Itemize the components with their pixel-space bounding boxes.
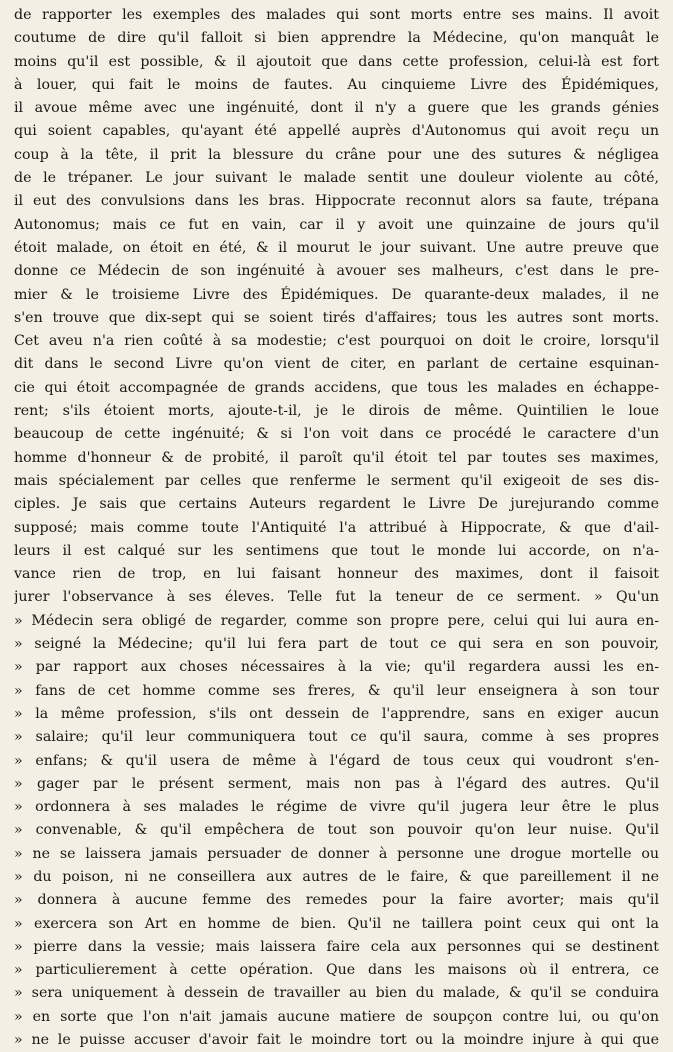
text-line: » seigné la Médecine; qu'il lui fera part de tout ce qui sera en son pouvoir, <box>14 636 659 653</box>
text-line: de rapporter les exemples des malades qui sont morts entre ses mains. Il avoit <box>14 7 659 23</box>
text-line: il eut des convulsions dans les bras. Hippocrate reconnut alors sa faute, trépana <box>14 193 659 210</box>
text-line: » fans de cet homme comme ses freres, & qu'il leur enseignera à son tour <box>14 682 659 699</box>
text-line: à louer, qui fait le moins de fautes. Au cinquieme Livre des Épidémiques, <box>14 76 659 93</box>
text-line: » sera uniquement à dessein de travailler au bien du malade, & qu'il se conduira <box>14 985 659 1002</box>
text-line: » la même profession, s'ils ont dessein de l'apprendre, sans en exiger aucun <box>14 705 659 722</box>
text-line: vance rien de trop, en lui faisant honneur des maximes, dont il faisoit <box>14 566 659 583</box>
text-line: » enfans; & qu'il usera de même à l'égard de tous ceux qui voudront s'en- <box>14 752 659 769</box>
text-line: Autonomus; mais ce fut en vain, car il y avoit une quinzaine de jours qu'il <box>14 216 659 233</box>
text-line: mier & le troisieme Livre des Épidémiques. De quarante-deux malades, il ne <box>14 286 659 303</box>
text-line: ciples. Je sais que certains Auteurs regardent le Livre De jurejurando comme <box>14 496 659 513</box>
text-line: dit dans le second Livre qu'on vient de citer, en parlant de certaine esquinan- <box>14 356 659 373</box>
text-line: » du poison, ni ne conseillera aux autres de le faire, & que pareillement il ne <box>14 868 659 885</box>
text-body <box>14 4 659 1052</box>
text-line: » convenable, & qu'il empêchera de tout son pouvoir qu'on leur nuise. Qu'il <box>14 822 659 839</box>
text-line: » donnera à aucune femme des remedes pour la faire avorter; mais qu'il <box>14 892 659 909</box>
text-line: il avoue même avec une ingénuité, dont il n'y a guere que les grands génies <box>14 100 659 117</box>
text-line: » en sorte que l'on n'ait jamais aucune matiere de soupçon contre lui, ou qu'on <box>14 1008 659 1025</box>
text-line: coup à la tête, il prit la blessure du crâne pour une des sutures & négligea <box>14 146 659 163</box>
text-line: jurer l'observance à ses éleves. Telle fut la teneur de ce serment. » Qu'un <box>14 589 659 606</box>
text-line: supposé; mais comme toute l'Antiquité l'a attribué à Hippocrate, & que d'ail- <box>14 519 659 536</box>
text-line: étoit malade, on étoit en été, & il mourut le jour suivant. Une autre preuve que <box>14 239 659 256</box>
text-line: » ordonnera à ses malades le régime de vivre qu'il jugera leur être le plus <box>14 799 659 816</box>
text-line: » exercera son Art en homme de bien. Qu'il ne taillera point ceux qui ont la <box>14 915 659 932</box>
text-line: » pierre dans la vessie; mais laissera faire cela aux personnes qui se destinent <box>14 938 659 955</box>
text-line: coutume de dire qu'il falloit si bien apprendre la Médecine, qu'on manquât le <box>14 30 659 47</box>
text-line: Cet aveu n'a rien coûté à sa modestie; c'est pourquoi on doit le croire, lorsqu'il <box>14 333 659 350</box>
text-line: de le trépaner. Le jour suivant le malade sentit une douleur violente au côté, <box>14 170 659 187</box>
text-line: » ne se laissera jamais persuader de donner à personne une drogue mortelle ou <box>14 845 659 862</box>
text-line: » par rapport aux choses nécessaires à la vie; qu'il regardera aussi les en- <box>14 659 659 676</box>
text-line: s'en trouve que dix-sept qui se soient tirés d'affaires; tous les autres sont morts. <box>14 309 659 326</box>
text-line: cie qui étoit accompagnée de grands accidens, que tous les malades en échappe- <box>14 379 659 396</box>
text-line: moins qu'il est possible, & il ajoutoit que dans cette profession, celui-là est fort <box>14 53 659 70</box>
text-line: donne ce Médecin de son ingénuité à avouer ses malheurs, c'est dans le pre- <box>14 263 659 280</box>
text-line: qui soient capables, qu'ayant été appellé auprès d'Autonomus qui avoit reçu un <box>14 123 659 140</box>
text-line: rent; s'ils étoient morts, ajoute-t-il, je le dirois de même. Quintilien le loue <box>14 403 659 420</box>
text-line: beaucoup de cette ingénuité; & si l'on voit dans ce procédé le caractere d'un <box>14 426 659 443</box>
text-line: leurs il est calqué sur les sentimens que tout le monde lui accorde, on n'a- <box>14 542 659 559</box>
text-line: » gager par le présent serment, mais non pas à l'égard des autres. Qu'il <box>14 775 659 792</box>
text-line: » salaire; qu'il leur communiquera tout ce qu'il saura, comme à ses propres <box>14 729 659 746</box>
text-line: » particulierement à cette opération. Que dans les maisons où il entrera, ce <box>14 962 659 979</box>
text-line: mais spécialement par celles que renferme le serment qu'il exigeoit de ses dis- <box>14 472 659 489</box>
text-line: » Médecin sera obligé de regarder, comme son propre pere, celui qui lui aura en- <box>14 612 659 629</box>
text-line: » ne le puisse accuser d'avoir fait le moindre tort ou la moindre injure à qui que <box>14 1032 659 1049</box>
text-line: homme d'honneur & de probité, il paroît qu'il étoit tel par toutes ses maximes, <box>14 449 659 466</box>
